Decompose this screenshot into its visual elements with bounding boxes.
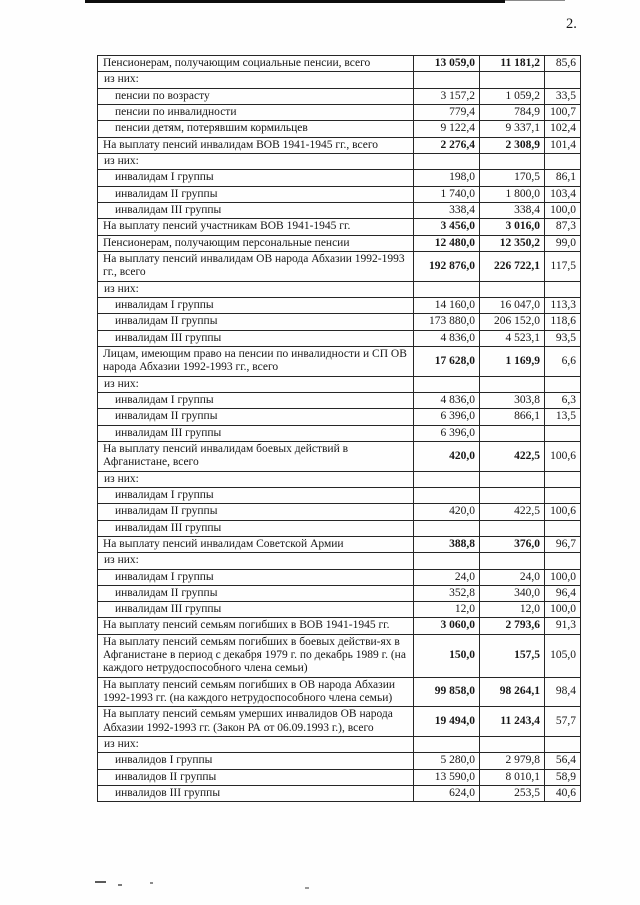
table-row <box>98 471 581 487</box>
row-value-v1: 352,8 <box>414 585 480 601</box>
table-row <box>98 392 581 408</box>
row-label: Лицам, имеющим право на пенсии по инвалидности и СП ОВ народа Абхазии 1992-1993 гг., всего <box>98 346 414 376</box>
table-row <box>98 569 581 585</box>
row-label: инвалидам I группы <box>98 392 414 408</box>
row-label: На выплату пенсий инвалидам ОВ народа Абхазии 1992-1993 гг., всего <box>98 251 414 281</box>
row-label: из них: <box>98 737 414 753</box>
row-value-v1: 420,0 <box>414 441 480 471</box>
row-value-v1: 12,0 <box>414 602 480 618</box>
table-row <box>98 409 581 425</box>
row-value-v2: 866,1 <box>480 409 545 425</box>
row-value-v2 <box>480 737 545 753</box>
row-value-v3: 96,4 <box>545 585 581 601</box>
table-row <box>98 56 581 72</box>
row-label: На выплату пенсий семьям погибших в ОВ народа Абхазии 1992-1993 гг. (на каждого нетрудоспособного члена семьи) <box>98 677 414 707</box>
row-value-v3: 13,5 <box>545 409 581 425</box>
row-value-v1: 24,0 <box>414 569 480 585</box>
table-row <box>98 170 581 186</box>
row-label: инвалидам I группы <box>98 487 414 503</box>
row-label: инвалидам III группы <box>98 425 414 441</box>
table-row <box>98 297 581 313</box>
row-value-v2: 253,5 <box>480 786 545 802</box>
row-label: инвалидам III группы <box>98 520 414 536</box>
row-value-v3 <box>545 471 581 487</box>
row-label: На выплату пенсий семьям умерших инвалидов ОВ народа Абхазии 1992-1993 гг. (Закон РА от 06.09.1993 г.), всего <box>98 707 414 737</box>
row-value-v2: 170,5 <box>480 170 545 186</box>
row-label: из них: <box>98 376 414 392</box>
row-value-v3 <box>545 737 581 753</box>
row-label: На выплату пенсий участникам ВОВ 1941-1945 гг. <box>98 219 414 235</box>
row-label: инвалидам III группы <box>98 330 414 346</box>
row-value-v1 <box>414 72 480 88</box>
row-value-v2: 422,5 <box>480 441 545 471</box>
row-value-v2: 24,0 <box>480 569 545 585</box>
table-row <box>98 314 581 330</box>
row-label: На выплату пенсий инвалидам ВОВ 1941-1945 гг., всего <box>98 137 414 153</box>
row-value-v1 <box>414 376 480 392</box>
row-value-v1: 192 876,0 <box>414 251 480 281</box>
row-value-v3: 100,0 <box>545 569 581 585</box>
row-label: инвалидам I группы <box>98 170 414 186</box>
row-value-v1 <box>414 153 480 169</box>
row-value-v3: 93,5 <box>545 330 581 346</box>
row-label: инвалидам I группы <box>98 569 414 585</box>
table-row <box>98 72 581 88</box>
table-row <box>98 634 581 677</box>
row-value-v1: 173 880,0 <box>414 314 480 330</box>
row-value-v1 <box>414 281 480 297</box>
row-value-v1: 3 157,2 <box>414 88 480 104</box>
row-value-v2: 8 010,1 <box>480 769 545 785</box>
row-label: инвалидам II группы <box>98 585 414 601</box>
row-value-v3: 85,6 <box>545 56 581 72</box>
row-value-v2 <box>480 471 545 487</box>
row-value-v1: 13 059,0 <box>414 56 480 72</box>
table-row <box>98 585 581 601</box>
row-value-v1: 1 740,0 <box>414 186 480 202</box>
row-value-v1: 4 836,0 <box>414 392 480 408</box>
row-value-v1: 14 160,0 <box>414 297 480 313</box>
table-row <box>98 553 581 569</box>
row-value-v2: 2 308,9 <box>480 137 545 153</box>
row-label: из них: <box>98 153 414 169</box>
row-label: пенсии по возрасту <box>98 88 414 104</box>
row-value-v2 <box>480 425 545 441</box>
row-value-v2 <box>480 376 545 392</box>
row-value-v3 <box>545 376 581 392</box>
row-value-v3: 86,1 <box>545 170 581 186</box>
table-row <box>98 121 581 137</box>
row-label: из них: <box>98 553 414 569</box>
row-value-v2: 1 800,0 <box>480 186 545 202</box>
scan-artifact-top <box>85 0 505 3</box>
table-row <box>98 137 581 153</box>
row-value-v3: 98,4 <box>545 677 581 707</box>
table-row <box>98 769 581 785</box>
row-value-v1: 12 480,0 <box>414 235 480 251</box>
row-label: пенсии по инвалидности <box>98 104 414 120</box>
row-value-v1: 6 396,0 <box>414 425 480 441</box>
row-value-v2: 338,4 <box>480 202 545 218</box>
row-value-v3 <box>545 425 581 441</box>
row-value-v3: 100,6 <box>545 504 581 520</box>
table-row <box>98 602 581 618</box>
table-row <box>98 235 581 251</box>
row-value-v1: 779,4 <box>414 104 480 120</box>
row-value-v2 <box>480 153 545 169</box>
row-value-v3: 105,0 <box>545 634 581 677</box>
table-row <box>98 251 581 281</box>
row-value-v1 <box>414 487 480 503</box>
row-value-v2 <box>480 72 545 88</box>
table-row <box>98 202 581 218</box>
row-value-v2 <box>480 520 545 536</box>
row-value-v2: 9 337,1 <box>480 121 545 137</box>
row-value-v3: 99,0 <box>545 235 581 251</box>
row-value-v1: 420,0 <box>414 504 480 520</box>
row-value-v2: 98 264,1 <box>480 677 545 707</box>
row-value-v1: 3 060,0 <box>414 618 480 634</box>
scan-artifact-top-thin <box>505 0 565 1</box>
row-value-v3: 113,3 <box>545 297 581 313</box>
row-value-v2: 2 979,8 <box>480 753 545 769</box>
row-value-v3: 100,0 <box>545 602 581 618</box>
row-value-v2: 340,0 <box>480 585 545 601</box>
table-row <box>98 677 581 707</box>
table-row <box>98 753 581 769</box>
table-row <box>98 504 581 520</box>
row-label: На выплату пенсий семьям погибших в боевых действи-ях в Афганистане в период с декабря 1979 г. по декабрь 1989 г. (на каждого нетрудоспособного члена семьи) <box>98 634 414 677</box>
row-value-v3: 96,7 <box>545 536 581 552</box>
row-value-v3 <box>545 281 581 297</box>
row-label: из них: <box>98 471 414 487</box>
row-value-v3: 118,6 <box>545 314 581 330</box>
row-label: инвалидам III группы <box>98 202 414 218</box>
row-value-v2 <box>480 281 545 297</box>
row-value-v2: 784,9 <box>480 104 545 120</box>
row-label: инвалидам II группы <box>98 186 414 202</box>
row-value-v3: 57,7 <box>545 707 581 737</box>
row-value-v2 <box>480 553 545 569</box>
row-value-v1: 338,4 <box>414 202 480 218</box>
row-label: инвалидам II группы <box>98 409 414 425</box>
row-label: Пенсионерам, получающим социальные пенсии, всего <box>98 56 414 72</box>
row-value-v2: 4 523,1 <box>480 330 545 346</box>
row-value-v3: 56,4 <box>545 753 581 769</box>
row-value-v2: 1 169,9 <box>480 346 545 376</box>
row-value-v2: 12,0 <box>480 602 545 618</box>
table-row <box>98 330 581 346</box>
scan-artifact-bottom <box>95 881 106 883</box>
row-value-v1: 198,0 <box>414 170 480 186</box>
pension-table <box>97 55 581 802</box>
table-row <box>98 707 581 737</box>
row-label: из них: <box>98 281 414 297</box>
row-value-v3: 117,5 <box>545 251 581 281</box>
row-value-v1: 9 122,4 <box>414 121 480 137</box>
row-value-v3 <box>545 487 581 503</box>
row-value-v1: 388,8 <box>414 536 480 552</box>
row-value-v3: 6,3 <box>545 392 581 408</box>
row-label: На выплату пенсий инвалидам боевых действий в Афганистане, всего <box>98 441 414 471</box>
row-value-v3: 33,5 <box>545 88 581 104</box>
row-label: На выплату пенсий инвалидам Советской Армии <box>98 536 414 552</box>
row-value-v1: 150,0 <box>414 634 480 677</box>
table-row <box>98 88 581 104</box>
page-number: 2. <box>566 16 577 32</box>
row-value-v3: 100,0 <box>545 202 581 218</box>
row-value-v1: 2 276,4 <box>414 137 480 153</box>
row-value-v2: 422,5 <box>480 504 545 520</box>
row-value-v3 <box>545 72 581 88</box>
table-row <box>98 618 581 634</box>
row-label: инвалидам II группы <box>98 504 414 520</box>
row-value-v3 <box>545 153 581 169</box>
table-row <box>98 346 581 376</box>
row-value-v3: 40,6 <box>545 786 581 802</box>
row-value-v1: 17 628,0 <box>414 346 480 376</box>
row-label: пенсии детям, потерявшим кормильцев <box>98 121 414 137</box>
row-value-v1: 5 280,0 <box>414 753 480 769</box>
row-value-v2: 206 152,0 <box>480 314 545 330</box>
table-row <box>98 520 581 536</box>
scan-artifact-bottom <box>305 887 309 889</box>
row-value-v2: 11 243,4 <box>480 707 545 737</box>
row-value-v2: 226 722,1 <box>480 251 545 281</box>
row-label: инвалидам II группы <box>98 314 414 330</box>
table-row <box>98 219 581 235</box>
pension-table-body <box>98 56 581 802</box>
table-row <box>98 536 581 552</box>
table-row <box>98 786 581 802</box>
row-value-v3: 58,9 <box>545 769 581 785</box>
row-value-v1: 6 396,0 <box>414 409 480 425</box>
row-value-v3: 100,7 <box>545 104 581 120</box>
row-label: инвалидов II группы <box>98 769 414 785</box>
row-value-v2 <box>480 487 545 503</box>
row-value-v1 <box>414 553 480 569</box>
row-value-v1: 99 858,0 <box>414 677 480 707</box>
row-value-v2: 16 047,0 <box>480 297 545 313</box>
row-label: инвалидам III группы <box>98 602 414 618</box>
table-row <box>98 425 581 441</box>
row-label: На выплату пенсий семьям погибших в ВОВ 1941-1945 гг. <box>98 618 414 634</box>
row-value-v1: 13 590,0 <box>414 769 480 785</box>
table-row <box>98 104 581 120</box>
row-value-v3 <box>545 520 581 536</box>
row-value-v3: 103,4 <box>545 186 581 202</box>
row-value-v1 <box>414 737 480 753</box>
row-label: инвалидов III группы <box>98 786 414 802</box>
row-value-v2: 157,5 <box>480 634 545 677</box>
row-value-v1: 4 836,0 <box>414 330 480 346</box>
row-value-v2: 2 793,6 <box>480 618 545 634</box>
row-value-v1: 3 456,0 <box>414 219 480 235</box>
row-label: инвалидам I группы <box>98 297 414 313</box>
row-value-v3: 6,6 <box>545 346 581 376</box>
table-row <box>98 186 581 202</box>
row-value-v2: 12 350,2 <box>480 235 545 251</box>
row-value-v1 <box>414 471 480 487</box>
row-label: из них: <box>98 72 414 88</box>
row-label: инвалидов I группы <box>98 753 414 769</box>
row-value-v2: 11 181,2 <box>480 56 545 72</box>
row-value-v1: 19 494,0 <box>414 707 480 737</box>
table-row <box>98 376 581 392</box>
table-row <box>98 487 581 503</box>
row-value-v2: 376,0 <box>480 536 545 552</box>
row-value-v2: 3 016,0 <box>480 219 545 235</box>
row-value-v3 <box>545 553 581 569</box>
table-row <box>98 153 581 169</box>
row-value-v1: 624,0 <box>414 786 480 802</box>
table-row <box>98 441 581 471</box>
row-value-v2: 303,8 <box>480 392 545 408</box>
row-value-v3: 102,4 <box>545 121 581 137</box>
table-row <box>98 737 581 753</box>
row-value-v3: 87,3 <box>545 219 581 235</box>
row-value-v3: 100,6 <box>545 441 581 471</box>
row-value-v1 <box>414 520 480 536</box>
table-row <box>98 281 581 297</box>
scan-artifact-bottom <box>118 884 122 886</box>
row-value-v2: 1 059,2 <box>480 88 545 104</box>
row-value-v3: 91,3 <box>545 618 581 634</box>
row-label: Пенсионерам, получающим персональные пенсии <box>98 235 414 251</box>
scan-artifact-bottom <box>150 882 153 884</box>
row-value-v3: 101,4 <box>545 137 581 153</box>
